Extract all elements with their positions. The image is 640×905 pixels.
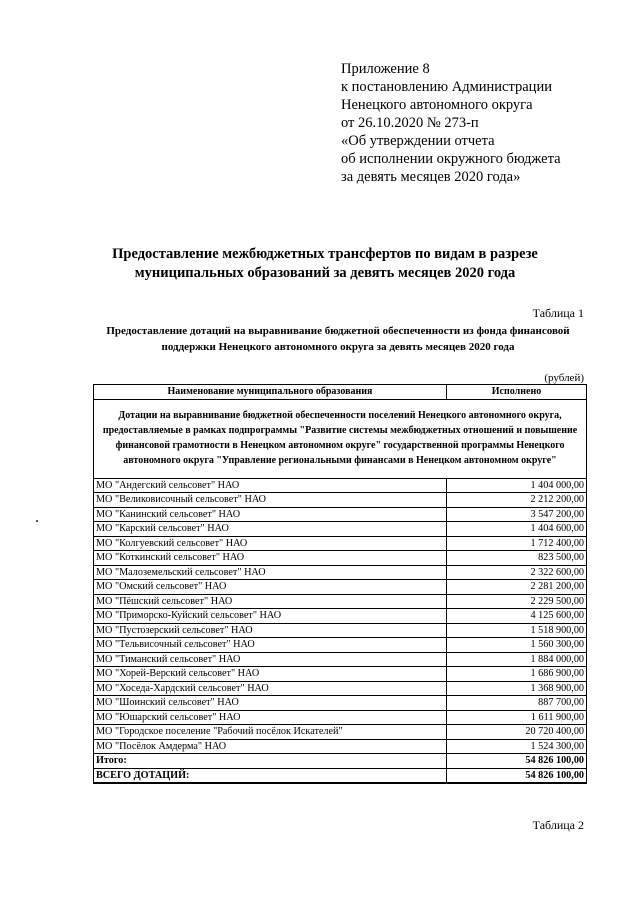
- appendix-line: от 26.10.2020 № 273-п: [341, 115, 479, 131]
- municipality-name: МО "Малоземельский сельсовет" НАО: [94, 565, 447, 580]
- executed-amount: 20 720 400,00: [447, 725, 587, 740]
- unit-label: (рублей): [544, 372, 584, 384]
- executed-amount: 1 404 000,00: [447, 478, 587, 493]
- municipality-name: МО "Колгуевский сельсовет" НАО: [94, 536, 447, 551]
- total-row-value: 54 826 100,00: [447, 754, 587, 769]
- table-row: [94, 725, 587, 740]
- municipality-name: МО "Хорей-Верский сельсовет" НАО: [94, 667, 447, 682]
- table-header-row: [94, 385, 587, 400]
- table-row: [94, 609, 587, 624]
- executed-amount: 2 281 200,00: [447, 580, 587, 595]
- table-row: [94, 478, 587, 493]
- executed-amount: 1 524 300,00: [447, 739, 587, 754]
- municipality-name: МО "Великовисочный сельсовет" НАО: [94, 493, 447, 508]
- total-row: [94, 754, 587, 769]
- table-row: [94, 507, 587, 522]
- grand-total-row-label: ВСЕГО ДОТАЦИЙ:: [94, 768, 447, 783]
- table-1-title-line: поддержки Ненецкого автономного округа за девять месяцев 2020 года: [161, 341, 515, 353]
- municipality-name: МО "Канинский сельсовет" НАО: [94, 507, 447, 522]
- municipality-name: МО "Коткинский сельсовет" НАО: [94, 551, 447, 566]
- grand-total-row-value: 54 826 100,00: [447, 768, 587, 783]
- table-row: [94, 565, 587, 580]
- table-1-label: Таблица 1: [532, 306, 584, 320]
- table-1-title-line: Предоставление дотаций на выравнивание бюджетной обеспеченности из фонда финансовой: [106, 325, 570, 337]
- municipality-name: МО "Пёшский сельсовет" НАО: [94, 594, 447, 609]
- table-row: [94, 580, 587, 595]
- table-row: [94, 696, 587, 711]
- executed-amount: 1 368 900,00: [447, 681, 587, 696]
- table-2-label: Таблица 2: [532, 818, 584, 832]
- executed-amount: 1 611 900,00: [447, 710, 587, 725]
- appendix-line: Приложение 8: [341, 61, 430, 77]
- executed-amount: 1 518 900,00: [447, 623, 587, 638]
- municipality-name: МО "Посёлок Амдерма" НАО: [94, 739, 447, 754]
- municipality-name: МО "Омский сельсовет" НАО: [94, 580, 447, 595]
- appendix-header: [341, 60, 631, 186]
- table-row: [94, 638, 587, 653]
- executed-amount: 3 547 200,00: [447, 507, 587, 522]
- subsidy-table: [93, 384, 587, 784]
- executed-amount: 823 500,00: [447, 551, 587, 566]
- municipality-name: МО "Андегский сельсовет" НАО: [94, 478, 447, 493]
- table-row: [94, 551, 587, 566]
- executed-amount: 2 229 500,00: [447, 594, 587, 609]
- municipality-name: МО "Городское поселение "Рабочий посёлок Искателей": [94, 725, 447, 740]
- municipality-name: МО "Тельвисочный сельсовет" НАО: [94, 638, 447, 653]
- appendix-line: об исполнении окружного бюджета: [341, 151, 561, 167]
- municipality-name: МО "Хоседа-Хардский сельсовет" НАО: [94, 681, 447, 696]
- municipality-name: МО "Юшарский сельсовет" НАО: [94, 710, 447, 725]
- municipality-name: МО "Карский сельсовет" НАО: [94, 522, 447, 537]
- grand-total-row: [94, 768, 587, 783]
- table-row: [94, 536, 587, 551]
- page-title-line: Предоставление межбюджетных трансфертов по видам в разрезе: [112, 246, 538, 262]
- executed-amount: 1 686 900,00: [447, 667, 587, 682]
- table-row: [94, 652, 587, 667]
- municipality-name: МО "Пустозерский сельсовет" НАО: [94, 623, 447, 638]
- appendix-line: Ненецкого автономного округа: [341, 97, 533, 113]
- table-row: [94, 623, 587, 638]
- appendix-line: «Об утверждении отчета: [341, 133, 495, 149]
- scan-artifact: [36, 520, 38, 522]
- table-row: [94, 710, 587, 725]
- section-title: Дотации на выравнивание бюджетной обеспеченности поселений Ненецкого автономного округа, предоставляемые в рамках подпрограммы "Развитие системы межбюджетных отношений и повышение финансовой грамотности в Ненецком автономном округе" государственной программы Ненецкого автономного округа "Управление региональными финансами в Ненецком автономном округе": [94, 399, 587, 478]
- section-row: [94, 399, 587, 478]
- executed-amount: 2 322 600,00: [447, 565, 587, 580]
- column-header-value: Исполнено: [447, 385, 587, 400]
- executed-amount: 1 404 600,00: [447, 522, 587, 537]
- table-row: [94, 667, 587, 682]
- total-row-label: Итого:: [94, 754, 447, 769]
- column-header-name: Наименование муниципального образования: [94, 385, 447, 400]
- executed-amount: 1 884 000,00: [447, 652, 587, 667]
- executed-amount: 1 560 300,00: [447, 638, 587, 653]
- table-row: [94, 522, 587, 537]
- municipality-name: МО "Шоинский сельсовет" НАО: [94, 696, 447, 711]
- page-title-line: муниципальных образований за девять месяцев 2020 года: [134, 265, 516, 281]
- table-row: [94, 493, 587, 508]
- executed-amount: 1 712 400,00: [447, 536, 587, 551]
- table-row: [94, 681, 587, 696]
- municipality-name: МО "Тиманский сельсовет" НАО: [94, 652, 447, 667]
- appendix-line: за девять месяцев 2020 года»: [341, 169, 521, 185]
- page-title: [90, 245, 560, 283]
- table-row: [94, 739, 587, 754]
- appendix-line: к постановлению Администрации: [341, 79, 552, 95]
- table-row: [94, 594, 587, 609]
- municipality-name: МО "Приморско-Куйский сельсовет" НАО: [94, 609, 447, 624]
- executed-amount: 2 212 200,00: [447, 493, 587, 508]
- executed-amount: 887 700,00: [447, 696, 587, 711]
- table-1-title: [88, 323, 588, 355]
- executed-amount: 4 125 600,00: [447, 609, 587, 624]
